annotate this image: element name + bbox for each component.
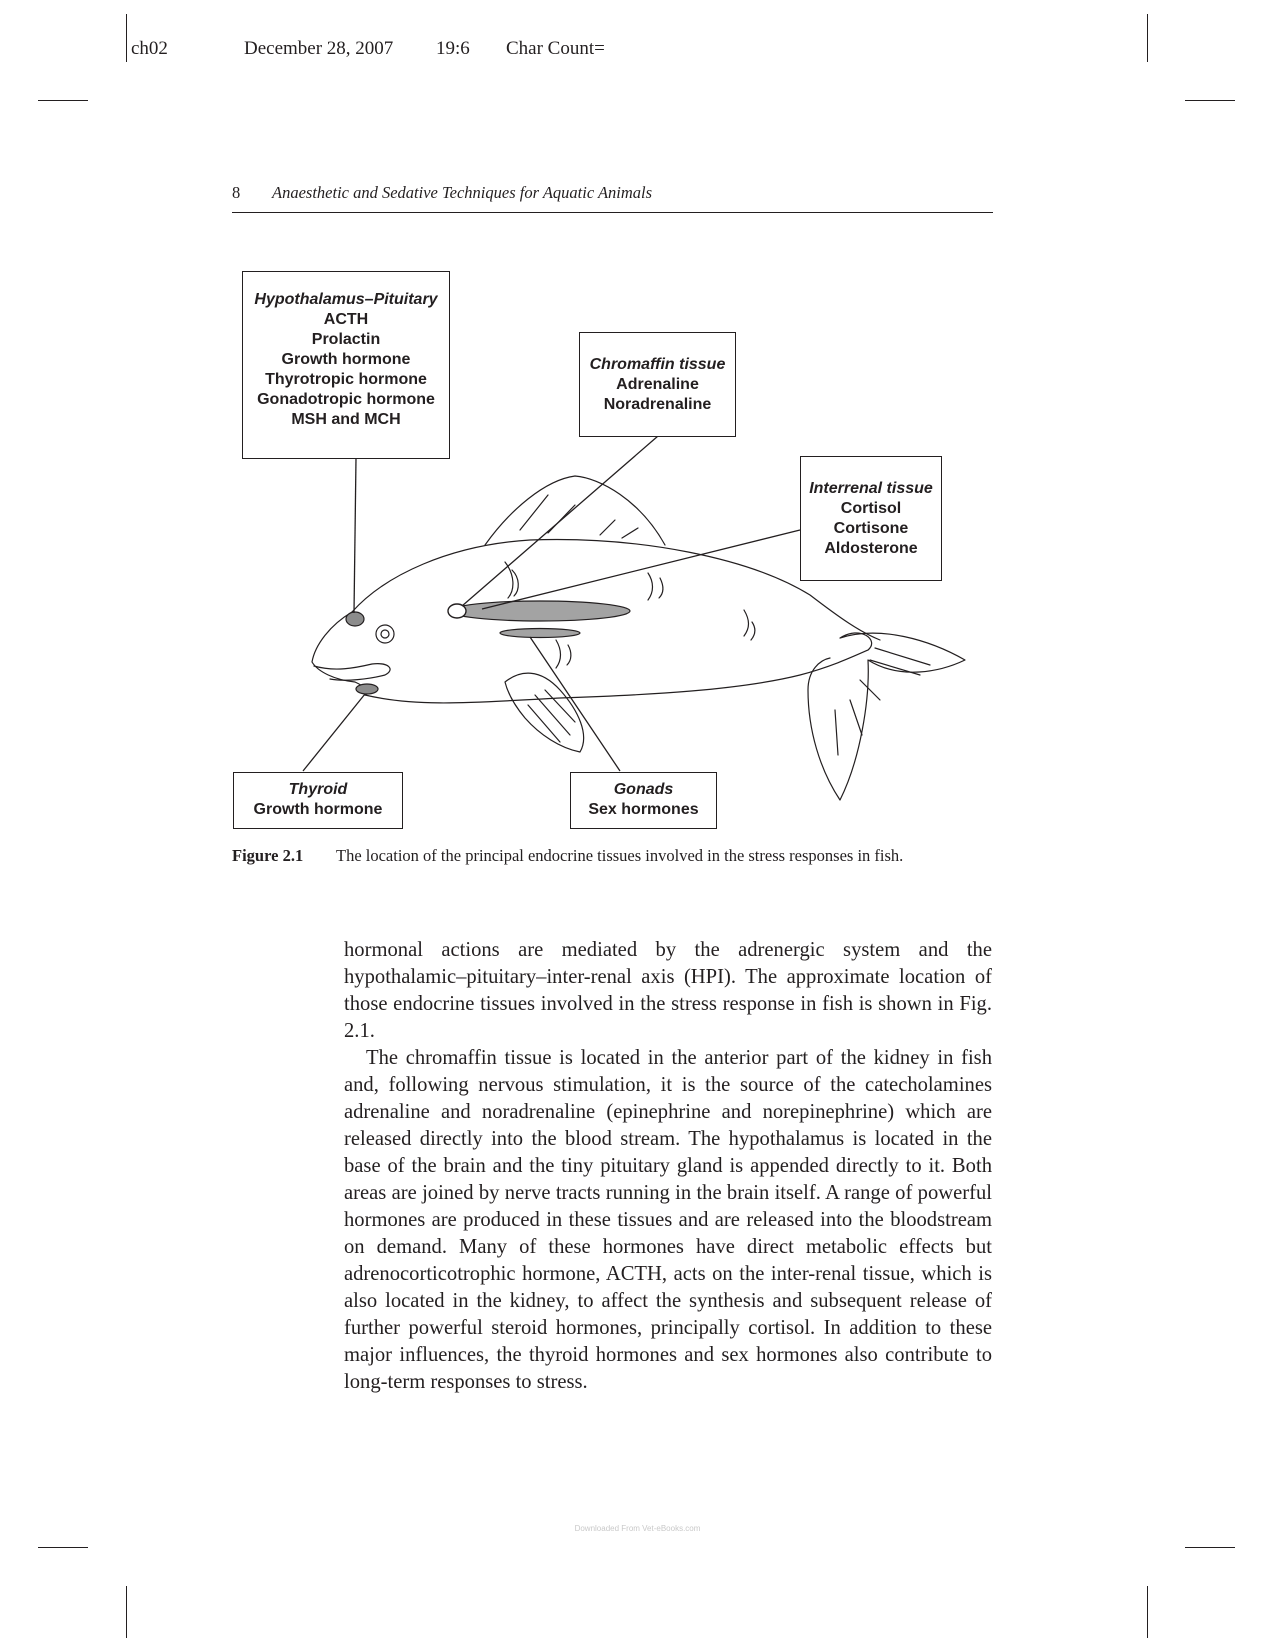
crop-mark-bottom-left-horizontal: [38, 1547, 88, 1548]
hypothalamus-pituitary-box: [242, 271, 450, 459]
slug-date: December 28, 2007: [244, 38, 394, 59]
tail-ray-2: [870, 660, 920, 675]
interrenal-tissue-box: [800, 456, 942, 581]
gonads-heading: Gonads: [613, 781, 674, 798]
tail-ray-4: [850, 700, 862, 735]
hormone-adrenaline: Adrenaline: [616, 376, 699, 393]
pelvic-fin: [505, 673, 584, 752]
chromaffin-tissue-box: [579, 332, 736, 437]
watermark: Downloaded From Vet-eBooks.com: [574, 1524, 701, 1533]
body-mark-4: [751, 622, 755, 640]
dorsal-fin-ray-1: [520, 495, 548, 530]
leader-chromaffin: [462, 436, 658, 606]
thyroid-growth-hormone: Growth hormone: [253, 801, 383, 818]
figure-caption-text: The location of the principal endocrine tissues involved in the stress responses in fish.: [336, 846, 904, 865]
fish-belly-outline: [365, 650, 868, 703]
tail-fin: [808, 633, 965, 800]
leader-interrenal: [482, 530, 800, 609]
dorsal-fin-ray-4: [622, 528, 638, 538]
crop-mark-bottom-right-horizontal: [1185, 1547, 1235, 1548]
eye-outer: [376, 625, 394, 643]
body-paragraph-2: The chromaffin tissue is located in the anterior part of the kidney in fish and, following nervous stimulation, it is the source of the catecholamines adrenaline and noradrenaline (epinephrine and norepinephrine) which are released directly into the blood stream. The hypothalamus is located in the base of the brain and the tiny pituitary gland is appended directly to it. Both areas are joined by nerve tracts running in the brain itself. A range of powerful hormones are produced in these tissues and are released into the bloodstream on demand. Many of these hormones have direct metabolic effects but adrenocorticotrophic hormone, ACTH, acts on the inter-renal tissue, which is also located in the kidney, to affect the synthesis and subsequent release of further powerful steroid hormones, principally cortisol. In addition to these major influences, the thyroid hormones and sex hormones also contribute to long-term responses to stress.: [344, 1047, 992, 1393]
body-mark-3: [744, 610, 749, 636]
hormone-aldosterone: Aldosterone: [824, 540, 918, 557]
hormone-cortisone: Cortisone: [833, 520, 909, 537]
hormone-cortisol: Cortisol: [840, 500, 902, 517]
interrenal-tissue-heading: Interrenal tissue: [809, 480, 933, 497]
slug-file: ch02: [131, 38, 168, 59]
body-paragraph-1: hormonal actions are mediated by the adrenergic system and the hypothalamic–pituitary–inter-renal axis (HPI). The approximate location of those endocrine tissues involved in the stress response in fish is shown in Fig. 2.1.: [344, 939, 992, 1042]
eye-inner: [381, 630, 389, 638]
body-mark-5: [556, 640, 561, 668]
hormone-thyrotropic: Thyrotropic hormone: [265, 371, 427, 388]
dorsal-fin-ray-3: [600, 520, 615, 535]
kidney-organ: [450, 601, 630, 621]
gonads-box: [570, 772, 717, 829]
thyroid-organ: [356, 684, 378, 694]
page-number: 8: [232, 183, 241, 202]
hypothalamus-organ: [346, 612, 364, 626]
hypothalamus-pituitary-heading: Hypothalamus–Pituitary: [254, 291, 438, 308]
gonad-organ: [500, 629, 580, 638]
leader-thyroid: [303, 694, 365, 771]
body-mark-1: [648, 573, 653, 600]
mouth: [314, 664, 390, 681]
tail-ray-1: [875, 648, 930, 665]
pelvic-fin-ray-1: [535, 695, 570, 735]
tail-ray-5: [835, 710, 838, 755]
leader-hypothalamus: [354, 458, 356, 613]
crop-mark-bottom-right-vertical: [1147, 1586, 1148, 1638]
gonads-sex-hormones: Sex hormones: [588, 801, 699, 818]
chromaffin-organ: [448, 604, 466, 618]
hormone-prolactin: Prolactin: [311, 331, 381, 348]
pelvic-fin-ray-2: [528, 705, 560, 742]
body-mark-2: [659, 578, 663, 598]
hormone-growth: Growth hormone: [281, 351, 411, 368]
crop-mark-bottom-left-vertical: [126, 1586, 127, 1638]
dorsal-fin: [485, 476, 665, 545]
figure-caption: [232, 846, 1002, 866]
slug-time: 19:6: [436, 38, 470, 59]
slug-char-count: Char Count=: [506, 38, 605, 59]
thyroid-box: [233, 772, 403, 829]
thyroid-heading: Thyroid: [288, 781, 348, 798]
running-title: Anaesthetic and Sedative Techniques for Aquatic Animals: [272, 183, 653, 202]
chromaffin-tissue-heading: Chromaffin tissue: [589, 356, 726, 373]
body-mark-6: [567, 645, 571, 665]
pelvic-fin-ray-3: [545, 690, 575, 722]
hormone-acth: ACTH: [323, 311, 369, 328]
figure-caption-label: Figure 2.1: [232, 846, 304, 865]
tail-ray-3: [860, 680, 880, 700]
hormone-noradrenaline: Noradrenaline: [603, 396, 712, 413]
hormone-gonadotropic: Gonadotropic hormone: [257, 391, 435, 408]
body-text: [344, 937, 992, 1396]
hormone-msh-mch: MSH and MCH: [291, 411, 401, 428]
